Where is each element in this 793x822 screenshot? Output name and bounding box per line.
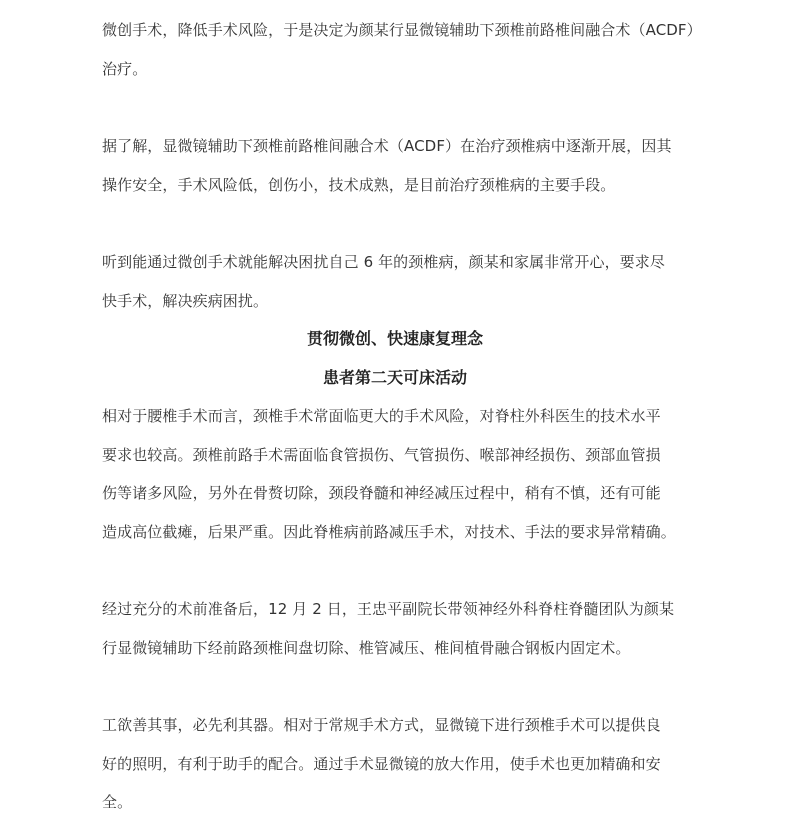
text-line: 操作安全，手术风险低，创伤小，技术成熟，是目前治疗颈椎病的主要手段。 (102, 175, 616, 194)
text-line: 听到能通过微创手术就能解决困扰自己 6 年的颈椎病，颜某和家属非常开心，要求尽 (102, 253, 665, 271)
paragraph-surgery-date (102, 590, 688, 667)
paragraph-acdf-background (102, 127, 688, 204)
text-line: 工欲善其事，必先利其器。相对于常规手术方式，显微镜下进行颈椎手术可以提供良 (102, 716, 661, 734)
paragraph-microscope-benefits (102, 706, 688, 822)
text-line: 据了解，显微镜辅助下颈椎前路椎间融合术（ACDF）在治疗颈椎病中逐渐开展，因其 (102, 137, 672, 155)
text-line: 伤等诸多风险，另外在骨赘切除，颈段脊髓和神经减压过程中，稍有不慎，还有可能 (102, 484, 661, 502)
paragraph-acdf-decision (102, 11, 702, 88)
paragraph-surgery-risks (102, 397, 688, 551)
paragraph-patient-reaction (102, 243, 688, 320)
text-line: 行显微镜辅助下经前路颈椎间盘切除、椎管减压、椎间植骨融合钢板内固定术。 (102, 638, 631, 657)
section-subheading: 患者第二天可床活动 (322, 368, 467, 387)
text-line: 经过充分的术前准备后，12 月 2 日，王忠平副院长带领神经外科脊柱脊髓团队为颜某 (102, 600, 675, 618)
text-line: 造成高位截瘫，后果严重。因此脊椎病前路减压手术，对技术、手法的要求异常精确。 (102, 522, 676, 541)
text-line: 微创手术，降低手术风险，于是决定为颜某行显微镜辅助下颈椎前路椎间融合术（ACDF） (102, 21, 702, 39)
text-line: 要求也较高。颈椎前路手术需面临食管损伤、气管损伤、喉部神经损伤、颈部血管损 (102, 445, 661, 464)
text-line: 相对于腰椎手术而言，颈椎手术常面临更大的手术风险，对脊柱外科医生的技术水平 (102, 407, 661, 425)
text-line: 快手术，解决疾病困扰。 (102, 291, 269, 310)
section-heading: 贯彻微创、快速康复理念 (306, 329, 483, 348)
text-line: 全。 (102, 793, 133, 811)
text-line: 好的照明，有利于助手的配合。通过手术显微镜的放大作用，使手术也更加精确和安 (102, 754, 661, 773)
text-line: 治疗。 (102, 59, 148, 78)
